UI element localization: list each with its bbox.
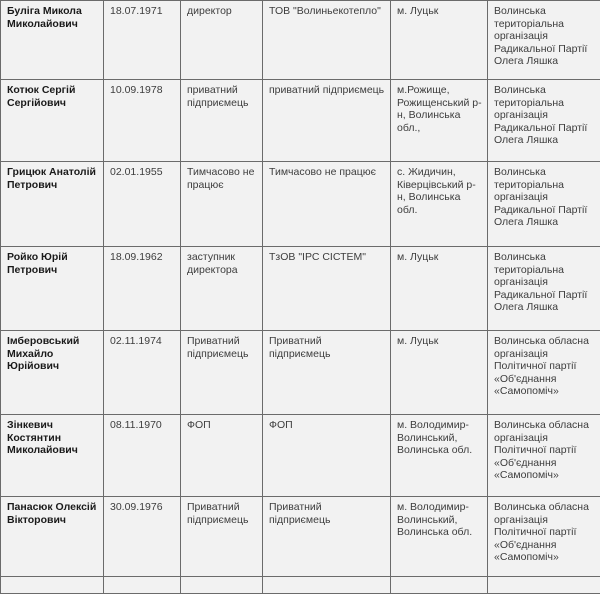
position: ФОП xyxy=(181,415,263,497)
date-of-birth: 10.09.1978 xyxy=(104,80,181,162)
party-organization: Волинська територіальна організація Радикальної Партії Олега Ляшка xyxy=(488,1,600,80)
employer: ТОВ "Волиньекотепло" xyxy=(263,1,391,80)
date-of-birth: 30.09.1976 xyxy=(104,497,181,577)
table-row xyxy=(1,247,600,331)
date-of-birth xyxy=(104,577,181,594)
position: приватний підприємець xyxy=(181,80,263,162)
position: Тимчасово не працює xyxy=(181,162,263,247)
candidate-name: Панасюк Олексій Вікторович xyxy=(1,497,104,577)
date-of-birth: 08.11.1970 xyxy=(104,415,181,497)
residence xyxy=(391,577,488,594)
candidate-name: Буліга Микола Миколайович xyxy=(1,1,104,80)
party-organization: Волинська обласна організація Політичної партії «Об'єднання «Самопоміч» xyxy=(488,497,600,577)
employer: Приватний підприємець xyxy=(263,331,391,415)
candidate-name: Котюк Сергій Сергійович xyxy=(1,80,104,162)
date-of-birth: 18.07.1971 xyxy=(104,1,181,80)
position: Приватний підприємець xyxy=(181,497,263,577)
position: заступник директора xyxy=(181,247,263,331)
candidate-name: Зінкевич Костянтин Миколайович xyxy=(1,415,104,497)
party-organization: Волинська територіальна організація Радикальної Партії Олега Ляшка xyxy=(488,247,600,331)
party-organization: Волинська обласна організація Політичної партії «Об'єднання «Самопоміч» xyxy=(488,331,600,415)
candidate-name: Імберовський Михайло Юрійович xyxy=(1,331,104,415)
residence: м. Володимир-Волинський, Волинська обл. xyxy=(391,415,488,497)
candidates-table-body xyxy=(1,1,600,594)
table-row xyxy=(1,162,600,247)
candidate-name: Грицюк Анатолій Петрович xyxy=(1,162,104,247)
employer: приватний підприємець xyxy=(263,80,391,162)
party-organization: Волинська обласна організація Політичної партії «Об'єднання «Самопоміч» xyxy=(488,415,600,497)
table-row xyxy=(1,331,600,415)
residence: м. Луцьк xyxy=(391,331,488,415)
table-row xyxy=(1,80,600,162)
party-organization: Волинська територіальна організація Радикальної Партії Олега Ляшка xyxy=(488,80,600,162)
candidate-name: Ройко Юрій Петрович xyxy=(1,247,104,331)
date-of-birth: 02.01.1955 xyxy=(104,162,181,247)
employer xyxy=(263,577,391,594)
table-row xyxy=(1,1,600,80)
position: директор xyxy=(181,1,263,80)
residence: м. Володимир-Волинський, Волинська обл. xyxy=(391,497,488,577)
date-of-birth: 02.11.1974 xyxy=(104,331,181,415)
party-organization: Волинська територіальна організація Радикальної Партії Олега Ляшка xyxy=(488,162,600,247)
party-organization xyxy=(488,577,600,594)
position: Приватний підприємець xyxy=(181,331,263,415)
table-row xyxy=(1,497,600,577)
employer: Приватний підприємець xyxy=(263,497,391,577)
table-row xyxy=(1,415,600,497)
candidate-name xyxy=(1,577,104,594)
residence: м.Рожище, Рожищенський р-н, Волинська обл., xyxy=(391,80,488,162)
table-row-truncated xyxy=(1,577,600,594)
residence: с. Жидичин, Ківерцівський р-н, Волинська обл. xyxy=(391,162,488,247)
residence: м. Луцьк xyxy=(391,247,488,331)
position xyxy=(181,577,263,594)
employer: Тимчасово не працює xyxy=(263,162,391,247)
date-of-birth: 18.09.1962 xyxy=(104,247,181,331)
employer: ФОП xyxy=(263,415,391,497)
residence: м. Луцьк xyxy=(391,1,488,80)
employer: ТзОВ "ІРС СІСТЕМ" xyxy=(263,247,391,331)
